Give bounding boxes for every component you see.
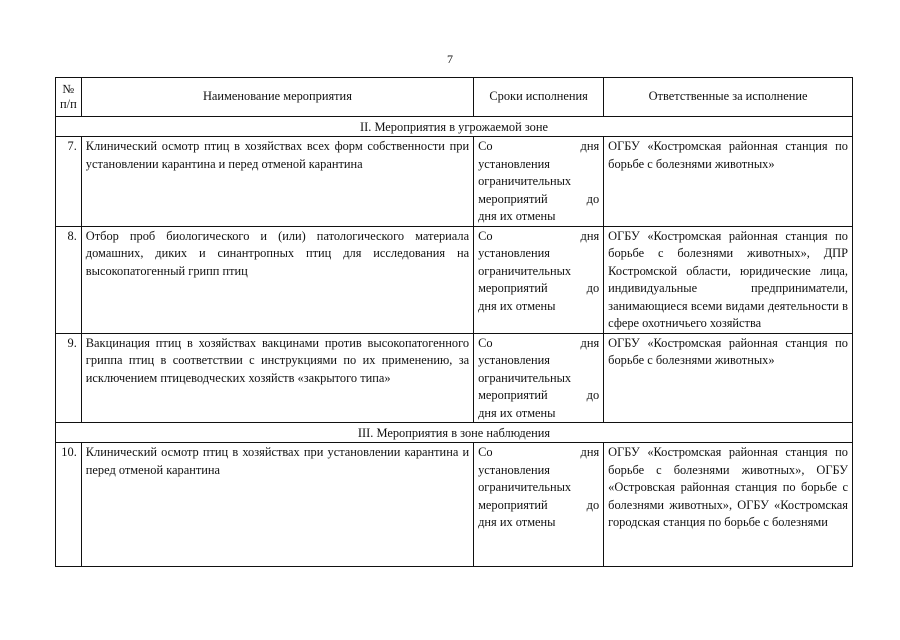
row-responsible: ОГБУ «Костромская районная станция по борьбе с болезнями животных», ОГБУ «Островская районная станция по борьбе с болезнями животных», ОГБУ «Костромская городская станция по борьбе с болезнями: [608, 445, 848, 529]
header-name: Наименование мероприятия: [81, 78, 473, 117]
term-line: ограничительных: [478, 370, 572, 385]
term-line: дня их отмены: [478, 209, 556, 223]
term-line: мероприятий до: [478, 191, 600, 206]
term-line: дня их отмены: [478, 515, 556, 529]
term-line: мероприятий до: [478, 281, 600, 295]
term-line: ограничительных: [478, 263, 572, 278]
row-responsible: ОГБУ «Костромская районная станция по борьбе с болезнями животных», ДПР Костромской области, юридические лица, индивидуальные предприниматели, занимающиеся всеми видами деятельности в сфере охотничьего хозяйства: [604, 226, 853, 333]
section-title: II. Мероприятия в угрожаемой зоне: [56, 117, 853, 137]
table-header-row: [56, 78, 853, 117]
term-line: Со дня: [478, 445, 600, 459]
row-number: 8.: [56, 226, 82, 333]
term-line: дня их отмены: [478, 298, 556, 313]
header-responsible: Ответственные за исполнение: [604, 78, 853, 117]
table-row: [56, 137, 853, 227]
row-measure-name: Вакцинация птиц в хозяйствах вакцинами против высокопатогенного гриппа птиц в соответствии с инструкциями по их применению, за исключением птицеводческих хозяйств «закрытого типа»: [81, 333, 473, 423]
row-term: [474, 333, 604, 423]
row-measure-name: Клинический осмотр птиц в хозяйствах всех форм собственности при установлении карантина и перед отменой карантина: [81, 137, 473, 227]
row-responsible-cell: [604, 443, 853, 567]
row-responsible: ОГБУ «Костромская районная станция по борьбе с болезнями животных»: [604, 137, 853, 227]
term-line: ограничительных: [478, 174, 572, 188]
section-title: III. Мероприятия в зоне наблюдения: [56, 423, 853, 443]
row-term: [474, 443, 604, 567]
table-row: [56, 226, 853, 333]
section-row: [56, 117, 853, 137]
term-line: установления: [478, 462, 551, 477]
term-line: мероприятий до: [478, 497, 600, 512]
page-number: 7: [447, 52, 453, 66]
term-line: дня их отмены: [478, 405, 556, 420]
row-term: [474, 226, 604, 333]
term-line: установления: [478, 246, 551, 260]
term-line: Со дня: [478, 228, 600, 243]
table-row: [56, 333, 853, 423]
term-line: Со дня: [478, 335, 600, 350]
term-line: установления: [478, 353, 551, 367]
row-number: 7.: [56, 137, 82, 227]
row-number: 10.: [56, 443, 82, 567]
table-row: [56, 443, 853, 567]
row-number: 9.: [56, 333, 82, 423]
header-num: № п/п: [56, 78, 82, 117]
term-line: ограничительных: [478, 480, 572, 494]
measures-table: [55, 77, 853, 567]
row-term: [474, 137, 604, 227]
section-row: [56, 423, 853, 443]
row-measure-name: Клинический осмотр птиц в хозяйствах при установлении карантина и перед отменой карантина: [81, 443, 473, 567]
row-responsible: ОГБУ «Костромская районная станция по борьбе с болезнями животных»: [604, 333, 853, 423]
header-term: Сроки исполнения: [474, 78, 604, 117]
term-line: Со дня: [478, 139, 600, 153]
term-line: установления: [478, 156, 551, 171]
row-measure-name: Отбор проб биологического и (или) патологического материала домашних, диких и синантропных птиц для исследования на высокопатогенный грипп птиц: [81, 226, 473, 333]
term-line: мероприятий до: [478, 388, 600, 402]
